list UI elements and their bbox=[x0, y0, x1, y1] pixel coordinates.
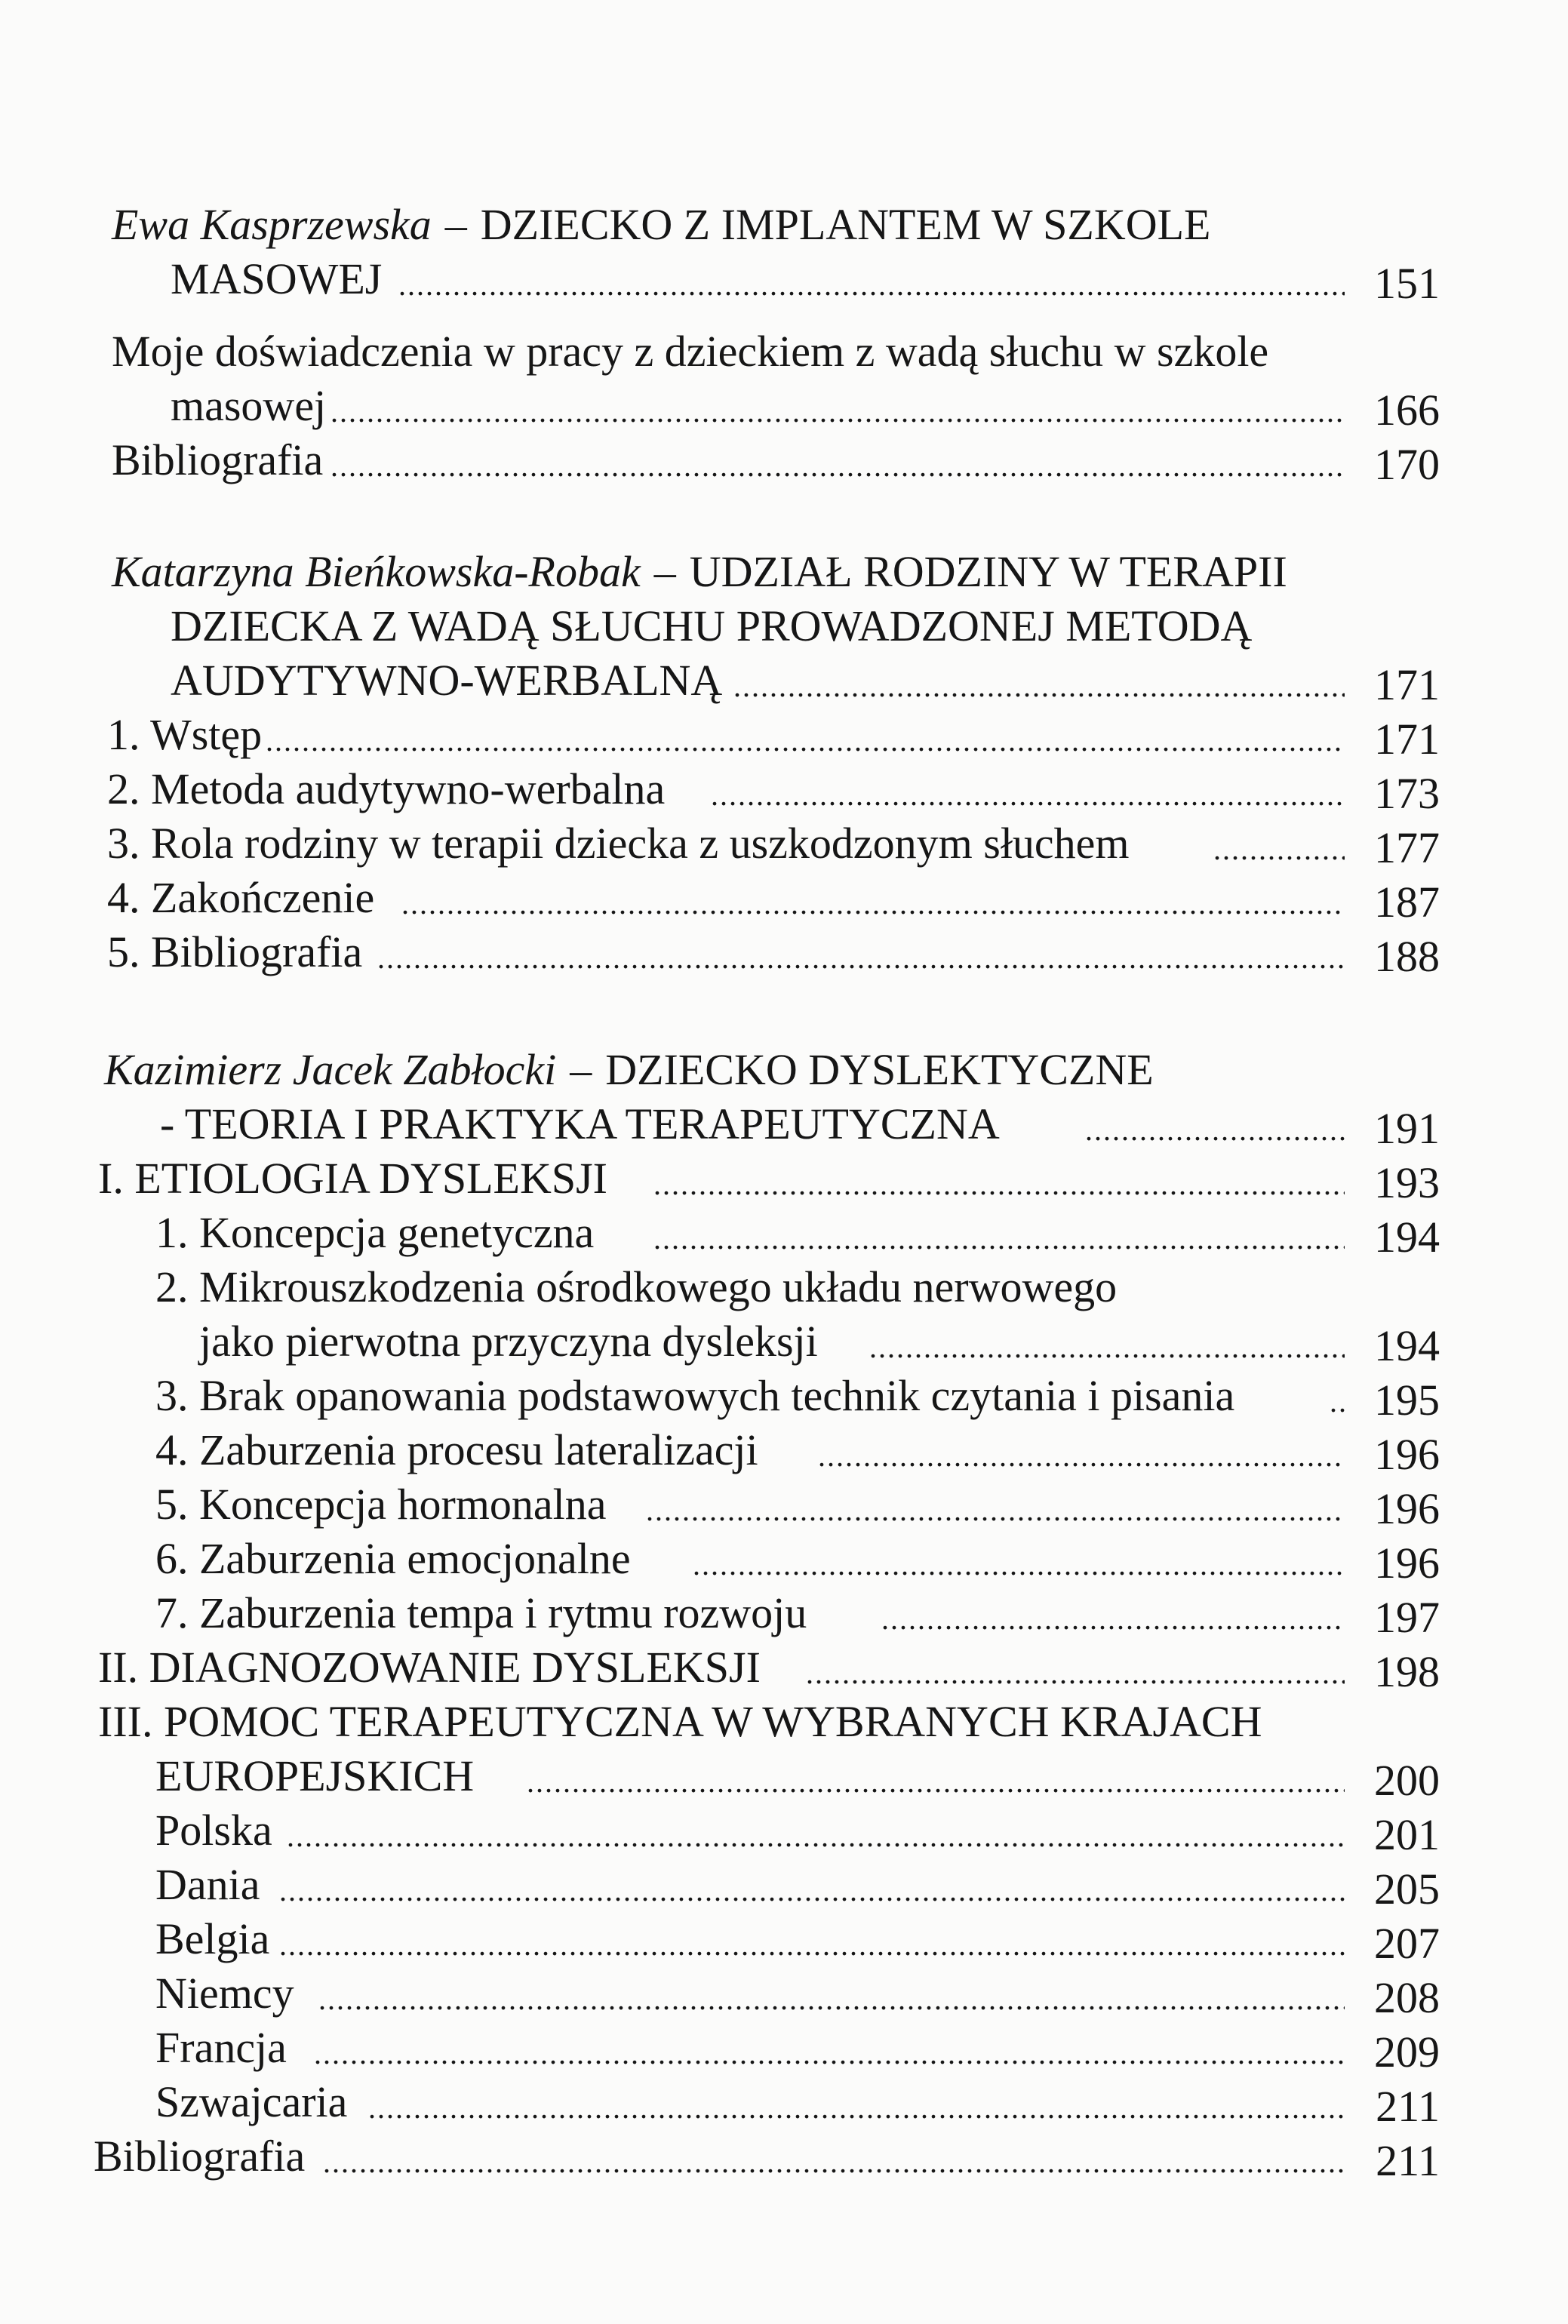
chapter-title-continuation: - TEORIA I PRAKTYKA TERAPEUTYCZNA bbox=[160, 1099, 1000, 1148]
dot-leader bbox=[806, 1640, 1345, 1695]
page-number: 194 bbox=[1374, 1321, 1440, 1370]
toc-entry-line bbox=[0, 1260, 1568, 1314]
entry-label-continuation: masowej bbox=[171, 381, 327, 430]
page-number: 187 bbox=[1374, 878, 1440, 927]
dot-leader bbox=[318, 1966, 1345, 2021]
entry-label: Moje doświadczenia w pracy z dzieckiem z wadą słuchu w szkole bbox=[112, 327, 1269, 376]
entry-label: 2. Metoda audytywno-werbalna bbox=[107, 764, 666, 813]
section-heading-line-1 bbox=[0, 198, 1568, 252]
toc-entry bbox=[0, 1097, 1568, 1151]
author-name: Ewa Kasprzewska bbox=[112, 200, 432, 249]
page-number: 205 bbox=[1374, 1864, 1440, 1914]
dot-leader bbox=[1213, 816, 1345, 871]
section-heading-line-2 bbox=[0, 599, 1568, 653]
dot-leader bbox=[266, 708, 1345, 762]
entry-label: Bibliografia bbox=[112, 435, 324, 484]
page-number: 209 bbox=[1374, 2027, 1440, 2077]
dot-leader bbox=[881, 1586, 1345, 1640]
page-number: 207 bbox=[1374, 1919, 1440, 1968]
toc-entry-line bbox=[0, 1695, 1568, 1749]
page-number: 196 bbox=[1374, 1539, 1440, 1588]
page-number: 201 bbox=[1374, 1810, 1440, 1859]
page-number: 171 bbox=[1374, 660, 1440, 709]
page-number: 177 bbox=[1374, 823, 1440, 872]
dot-leader bbox=[1085, 1097, 1345, 1151]
section-heading-line-1 bbox=[0, 1043, 1568, 1097]
toc-entry bbox=[0, 1423, 1568, 1477]
dot-leader bbox=[869, 1314, 1345, 1369]
page-number: 173 bbox=[1374, 769, 1440, 818]
entry-label-continuation: EUROPEJSKICH bbox=[155, 1751, 475, 1800]
chapter-title: DZIECKO DYSLEKTYCZNE bbox=[605, 1045, 1154, 1094]
toc-entry bbox=[0, 1966, 1568, 2021]
entry-label: 7. Zaburzenia tempa i rytmu rozwoju bbox=[155, 1588, 807, 1637]
toc-entry bbox=[0, 1151, 1568, 1206]
dot-leader bbox=[653, 1206, 1345, 1260]
entry-label: 4. Zaburzenia procesu lateralizacji bbox=[155, 1425, 758, 1474]
chapter-title: DZIECKO Z IMPLANTEM W SZKOLE bbox=[480, 200, 1211, 249]
dot-leader bbox=[401, 871, 1345, 925]
dot-leader bbox=[323, 2129, 1345, 2184]
page-number: 197 bbox=[1374, 1593, 1440, 1642]
toc-section-kasprzewska bbox=[0, 198, 1568, 487]
toc-entry bbox=[0, 1477, 1568, 1532]
author-name: Kazimierz Jacek Zabłocki bbox=[104, 1045, 557, 1094]
toc-entry bbox=[0, 762, 1568, 816]
dot-leader bbox=[331, 433, 1345, 487]
toc-entry bbox=[0, 925, 1568, 979]
entry-label: 1. Koncepcja genetyczna bbox=[155, 1208, 595, 1257]
separator-dash: – bbox=[444, 200, 467, 249]
section-heading-line-1 bbox=[0, 545, 1568, 599]
author-name: Katarzyna Bieńkowska-Robak bbox=[112, 547, 641, 596]
toc-entry bbox=[0, 871, 1568, 925]
entry-label: 3. Rola rodziny w terapii dziecka z uszkodzonym słuchem bbox=[107, 819, 1130, 868]
dot-leader bbox=[287, 1803, 1345, 1858]
dot-leader bbox=[693, 1532, 1345, 1586]
page-number: 196 bbox=[1374, 1484, 1440, 1533]
entry-label-continuation: jako pierwotna przyczyna dysleksji bbox=[199, 1317, 818, 1366]
toc-entry bbox=[0, 1532, 1568, 1586]
dot-leader bbox=[653, 1151, 1345, 1206]
toc-entry bbox=[0, 653, 1568, 708]
page-number: 166 bbox=[1374, 386, 1440, 435]
dot-leader bbox=[368, 2075, 1345, 2129]
page-number: 193 bbox=[1374, 1158, 1440, 1207]
entry-label: I. ETIOLOGIA DYSLEKSJI bbox=[98, 1154, 607, 1203]
chapter-title: UDZIAŁ RODZINY W TERAPII bbox=[689, 547, 1287, 596]
separator-dash: – bbox=[653, 547, 676, 596]
entry-label: 6. Zaburzenia emocjonalne bbox=[155, 1534, 631, 1583]
toc-entry bbox=[0, 1369, 1568, 1423]
page-number: 200 bbox=[1374, 1756, 1440, 1805]
toc-entry bbox=[0, 379, 1568, 433]
dot-leader bbox=[646, 1477, 1345, 1532]
page-number: 195 bbox=[1374, 1376, 1440, 1425]
toc-entry bbox=[0, 252, 1568, 306]
page-number: 170 bbox=[1374, 440, 1440, 489]
entry-label: Belgia bbox=[155, 1914, 270, 1963]
toc-entry bbox=[0, 2129, 1568, 2184]
entry-label: 5. Koncepcja hormonalna bbox=[155, 1480, 607, 1529]
toc-entry bbox=[0, 1586, 1568, 1640]
entry-label: Niemcy bbox=[155, 1969, 294, 2018]
page-number: 151 bbox=[1374, 259, 1440, 308]
dot-leader bbox=[398, 252, 1345, 306]
dot-leader bbox=[711, 762, 1345, 816]
page-number: 194 bbox=[1374, 1213, 1440, 1262]
toc-entry bbox=[0, 1858, 1568, 1912]
dot-leader bbox=[818, 1423, 1345, 1477]
dot-leader bbox=[1330, 1369, 1345, 1423]
toc-entry bbox=[0, 1912, 1568, 1966]
toc-section-bienkowska-robak bbox=[0, 545, 1568, 979]
entry-label: Szwajcaria bbox=[155, 2077, 348, 2126]
page-number: 198 bbox=[1374, 1647, 1440, 1696]
toc-entry bbox=[0, 1803, 1568, 1858]
entry-label: 5. Bibliografia bbox=[107, 927, 363, 976]
dot-leader bbox=[733, 653, 1345, 708]
toc-entry bbox=[0, 1640, 1568, 1695]
page-number: 196 bbox=[1374, 1430, 1440, 1479]
dot-leader bbox=[527, 1749, 1345, 1803]
dot-leader bbox=[314, 2021, 1345, 2075]
toc-entry bbox=[0, 1749, 1568, 1803]
page-number: 191 bbox=[1374, 1104, 1440, 1153]
toc-entry bbox=[0, 816, 1568, 871]
entry-label: 2. Mikrouszkodzenia ośrodkowego układu nerwowego bbox=[155, 1262, 1118, 1311]
toc-entry bbox=[0, 2021, 1568, 2075]
entry-label: Francja bbox=[155, 2023, 287, 2072]
entry-label: Polska bbox=[155, 1806, 272, 1855]
page-number: 171 bbox=[1374, 715, 1440, 764]
entry-label: Bibliografia bbox=[94, 2132, 306, 2181]
page-number: 208 bbox=[1374, 1973, 1440, 2022]
entry-label: II. DIAGNOZOWANIE DYSLEKSJI bbox=[98, 1643, 761, 1692]
toc-entry bbox=[0, 433, 1568, 487]
chapter-title-continuation: AUDYTYWNO-WERBALNĄ bbox=[171, 656, 723, 705]
separator-dash: – bbox=[570, 1045, 592, 1094]
dot-leader bbox=[377, 925, 1345, 979]
toc-entry bbox=[0, 708, 1568, 762]
entry-label: III. POMOC TERAPEUTYCZNA W WYBRANYCH KRAJACH bbox=[98, 1697, 1262, 1746]
page-number: 211 bbox=[1376, 2136, 1440, 2185]
page-number: 188 bbox=[1374, 932, 1440, 981]
toc-entry bbox=[0, 2075, 1568, 2129]
entry-label: Dania bbox=[155, 1860, 260, 1909]
entry-label: 3. Brak opanowania podstawowych technik czytania i pisania bbox=[155, 1371, 1235, 1420]
toc-entry bbox=[0, 1206, 1568, 1260]
toc-entry-line bbox=[0, 324, 1568, 379]
chapter-title-continuation: MASOWEJ bbox=[171, 254, 383, 303]
entry-label: 4. Zakończenie bbox=[107, 873, 375, 922]
toc-section-zablocki bbox=[0, 1043, 1568, 2184]
dot-leader bbox=[279, 1912, 1345, 1966]
toc-entry bbox=[0, 1314, 1568, 1369]
page-number: 211 bbox=[1376, 2082, 1440, 2131]
chapter-title-continuation: DZIECKA Z WADĄ SŁUCHU PROWADZONEJ METODĄ bbox=[171, 601, 1253, 650]
dot-leader bbox=[331, 379, 1345, 433]
dot-leader bbox=[279, 1858, 1345, 1912]
entry-label: 1. Wstęp bbox=[107, 710, 263, 759]
